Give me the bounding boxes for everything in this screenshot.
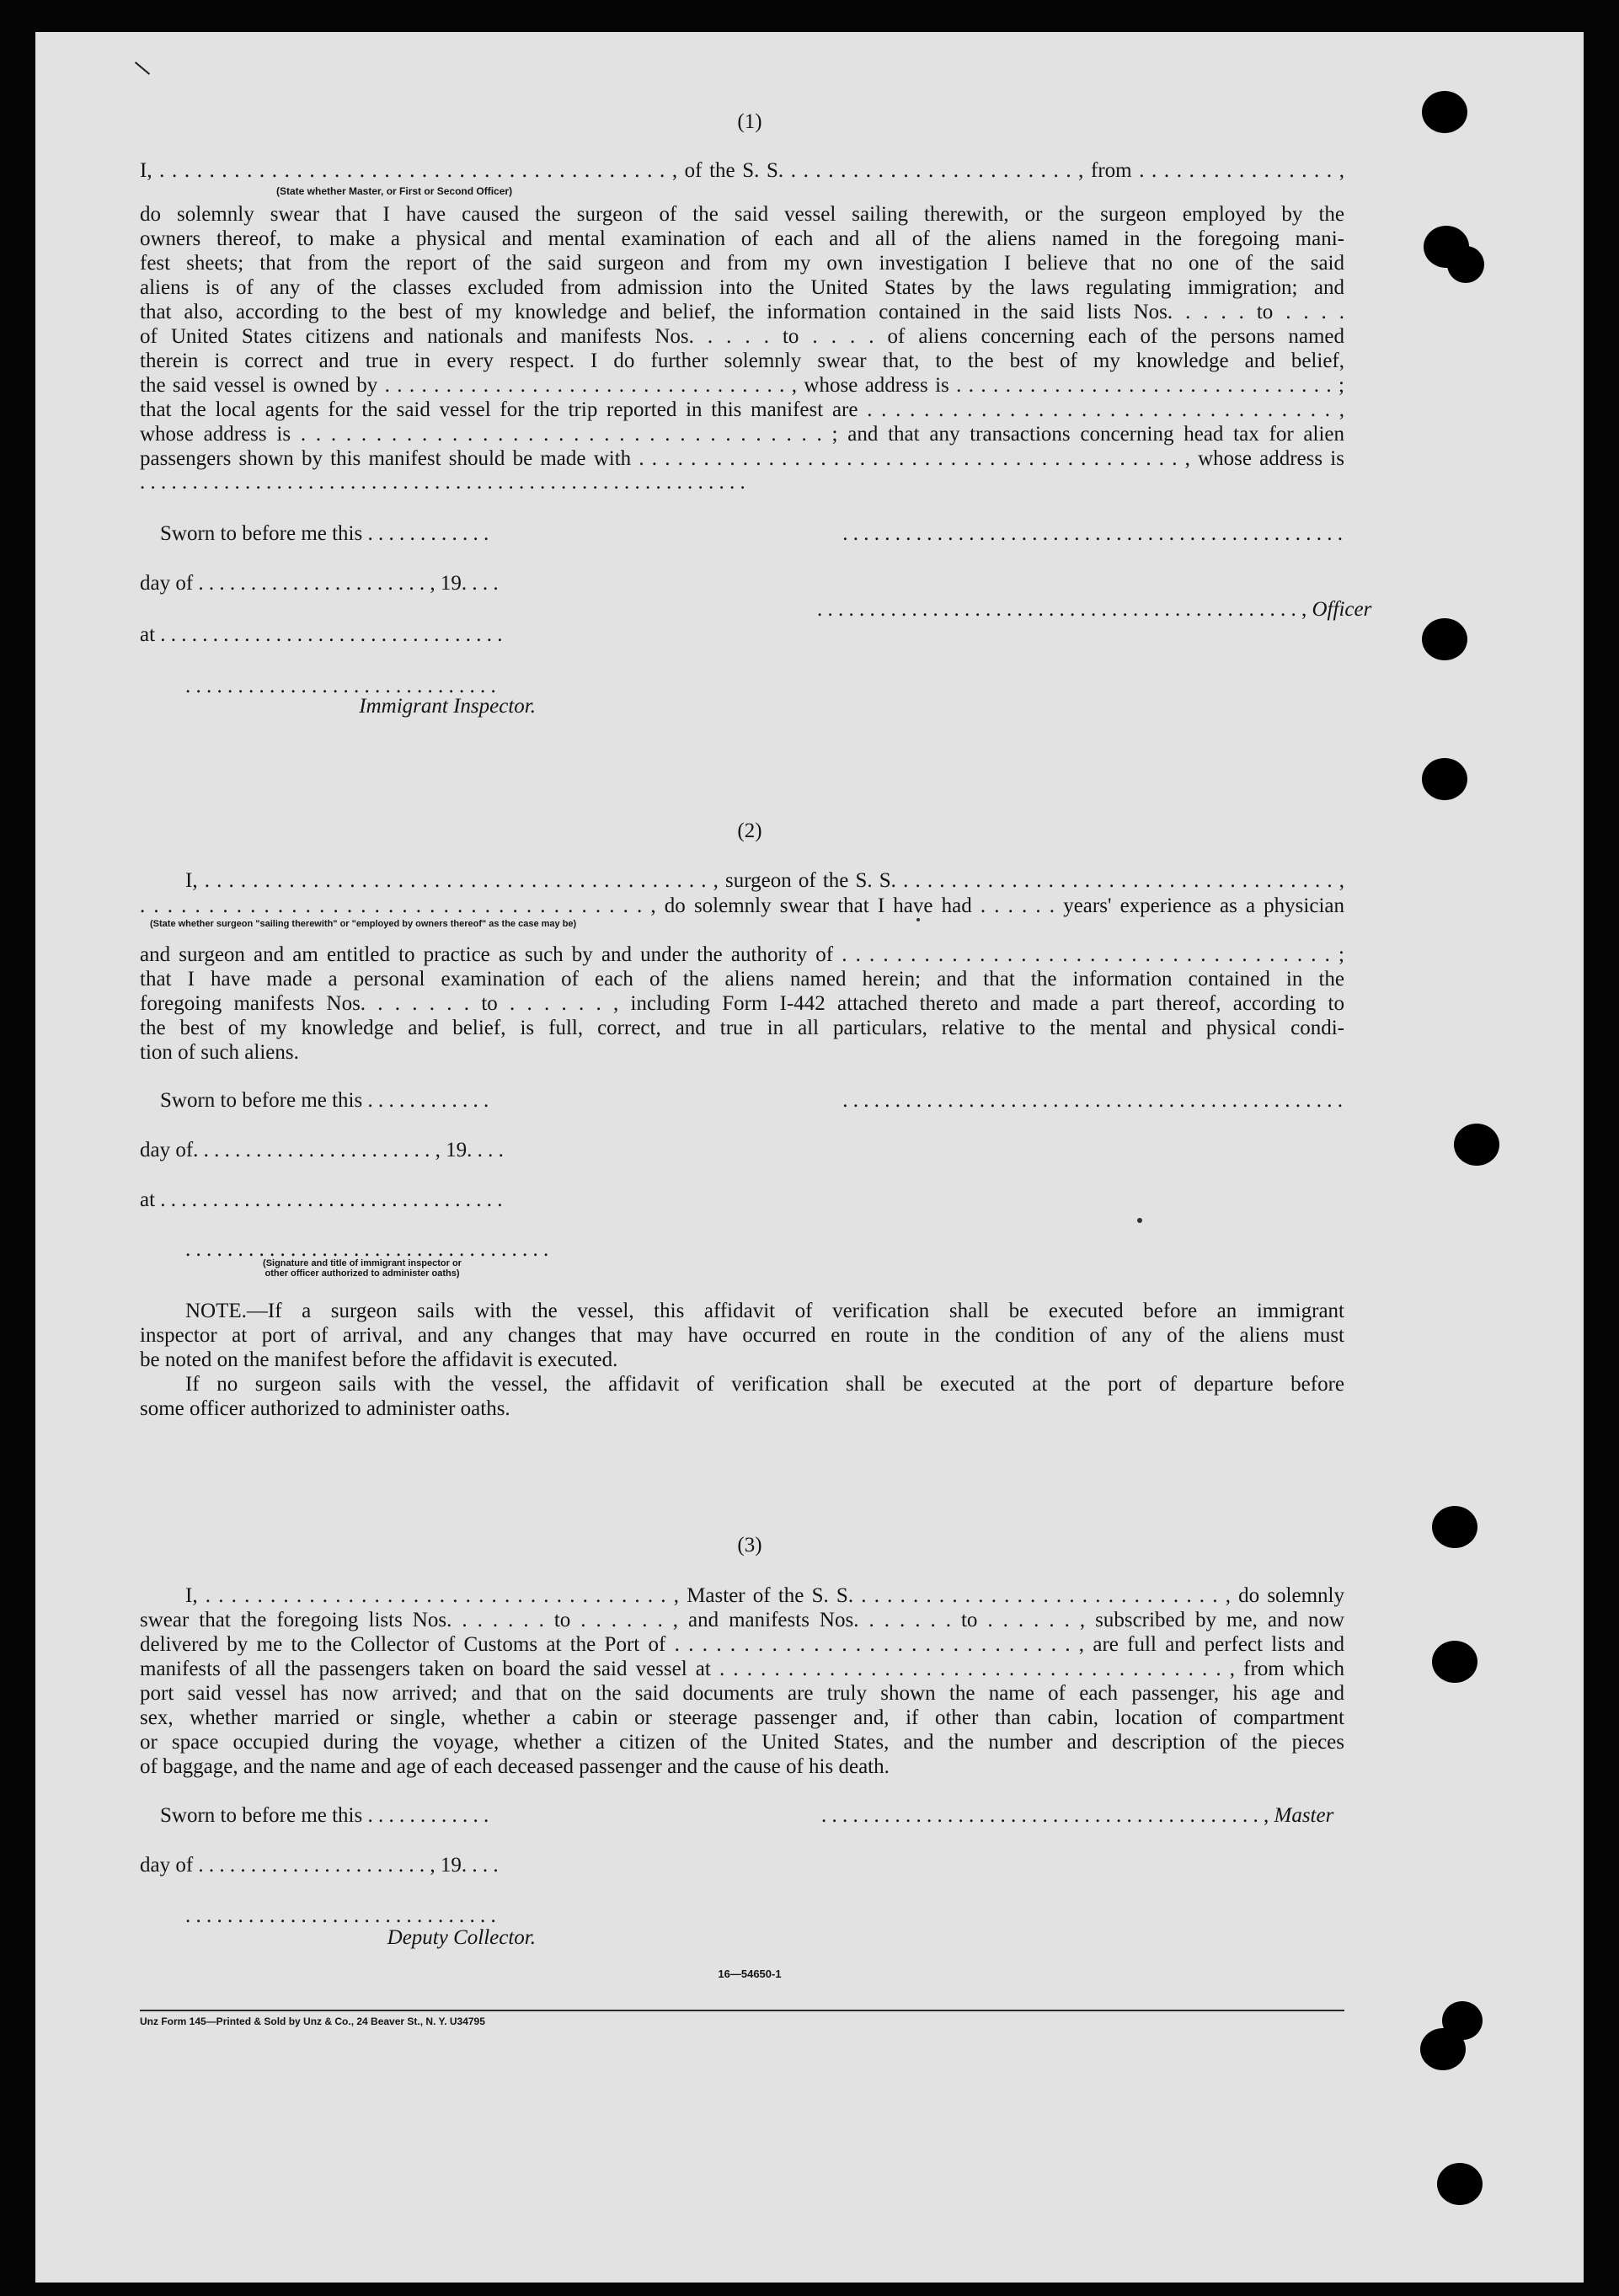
section-2-sworn-line: Sworn to before me this . . . . . . . . . . . . (160, 1089, 489, 1112)
section-2-body-line: tion of such aliens. (140, 1041, 299, 1064)
officer-label: Officer (1312, 598, 1372, 621)
section-3-body-line: manifests of all the passengers taken on board the said vessel at . . . . . . . . . . . . . . . . . . . . . . . . . . . . . . . . . . . . . , from which (140, 1658, 1344, 1680)
note-line: NOTE.—If a surgeon sails with the vessel, this affidavit of verification shall be executed before an immigrant (185, 1300, 1344, 1322)
section-1-body-line: therein is correct and true in every respect. I do further solemnly swear that, to the best of my knowledge and belief, (140, 350, 1344, 372)
section-3-collector-dots: . . . . . . . . . . . . . . . . . . . . . . . . . . . . . . (185, 1904, 496, 1927)
punch-hole (1422, 618, 1467, 660)
punch-hole (1422, 91, 1467, 133)
section-1-inspector-dots: . . . . . . . . . . . . . . . . . . . . . . . . . . . . . . (185, 675, 496, 697)
section-2-day-line: day of. . . . . . . . . . . . . . . . . . . . . . . , 19. . . . (140, 1139, 504, 1161)
section-3-number: (3) (737, 1534, 762, 1556)
section-2-experience-line: . . . . . . . . . . . . . . . . . . . . . . . . . . . . . . . . . . . . . , do solemnly swear that I have had . . . . . . years' experience as a physician (140, 894, 1344, 917)
section-2-signature-line: . . . . . . . . . . . . . . . . . . . . . . . . . . . . . . . . . . . . . . . . . . . . . . . . (842, 1089, 1343, 1112)
section-1-number: (1) (737, 110, 762, 133)
section-2-body-line: that I have made a personal examination of each of the aliens named herein; and that the information contained in the (140, 968, 1344, 990)
section-1-body-line: that the local agents for the said vessel for the trip reported in this manifest are . . . . . . . . . . . . . . . . . . . . . . . . . . . . . . . . . , (140, 398, 1344, 421)
section-1-body-line: aliens is of any of the classes excluded from admission into the United States by the laws regulating immigration; and (140, 276, 1344, 299)
master-label: Master (1274, 1804, 1334, 1827)
officer-dots: . . . . . . . . . . . . . . . . . . . . . . . . . . . . . . . . . . . . . . . . . . . . . . , (817, 598, 1307, 621)
section-3-day-line: day of . . . . . . . . . . . . . . . . . . . . . . , 19. . . . (140, 1854, 499, 1877)
note-line: If no surgeon sails with the vessel, the affidavit of verification shall be executed at the port of departure before (185, 1373, 1344, 1396)
speck (1137, 1218, 1142, 1223)
section-1-sworn-line: Sworn to before me this . . . . . . . . . . . . (160, 522, 489, 545)
form-number: 16—54650-1 (718, 1968, 782, 1980)
punch-hole (1420, 2028, 1466, 2070)
section-1-officer-line (817, 597, 1371, 622)
section-2-body-line: and surgeon and am entitled to practice as such by and under the authority of . . . . . . . . . . . . . . . . . . . . . . . . . . . . . . . . . . . . ; (140, 943, 1344, 966)
section-3-sworn-line: Sworn to before me this . . . . . . . . . . . . (160, 1804, 489, 1827)
section-1-day-line: day of . . . . . . . . . . . . . . . . . . . . . . , 19. . . . (140, 572, 499, 595)
note-line: some officer authorized to administer oaths. (140, 1397, 510, 1420)
note-line: inspector at port of arrival, and any changes that may have occurred en route in the condition of any of the aliens must (140, 1324, 1344, 1347)
section-1-opening-line: I, . . . . . . . . . . . . . . . . . . . . . . . . . . . . . . . . . . . . . . . . . , of the S. S. . . . . . . . . . . . . . . . . . . . . . . . , from . . . . . . . . . . . . . . . . , (140, 159, 1344, 182)
section-2-number: (2) (737, 820, 762, 842)
footer-rule (140, 2010, 1344, 2011)
section-1-body-line: owners thereof, to make a physical and mental examination of each and all of the aliens named in the foregoing mani- (140, 227, 1344, 250)
master-dots: . . . . . . . . . . . . . . . . . . . . . . . . . . . . . . . . . . . . . . . . . . , (821, 1804, 1269, 1827)
section-1-signature-line: . . . . . . . . . . . . . . . . . . . . . . . . . . . . . . . . . . . . . . . . . . . . . . . . (842, 522, 1343, 545)
note-line: be noted on the manifest before the affidavit is executed. (140, 1348, 618, 1371)
section-2-inspector-note-1: (Signature and title of immigrant inspector or (263, 1258, 462, 1268)
section-3-collector-label: Deputy Collector. (387, 1926, 536, 1949)
section-1-body-line: do solemnly swear that I have caused the surgeon of the said vessel sailing therewith, or the surgeon employed by the (140, 203, 1344, 226)
punch-hole (1432, 1506, 1477, 1548)
punch-hole (1432, 1641, 1477, 1683)
section-1-body-line: the said vessel is owned by . . . . . . . . . . . . . . . . . . . . . . . . . . . . . . . . . , whose address is . . . . . . . . . . . . . . . . . . . . . . . . . . . . . . . ; (140, 374, 1344, 397)
footer-imprint: Unz Form 145—Printed & Sold by Unz & Co., 24 Beaver St., N. Y. U34795 (140, 2016, 485, 2027)
section-3-body-line: swear that the foregoing lists Nos. . . . . . . to . . . . . . , and manifests Nos. . . . . . . to . . . . . . , subscribed by me, and now (140, 1609, 1344, 1631)
section-2-body-line: foregoing manifests Nos. . . . . . . to . . . . . . , including Form I-442 attached thereto and made a part thereof, according to (140, 992, 1344, 1015)
section-1-body-line: . . . . . . . . . . . . . . . . . . . . . . . . . . . . . . . . . . . . . . . . . . . . . . . . . . . . . . . . . . (140, 471, 745, 494)
note-head: NOTE. (185, 1300, 247, 1322)
section-3-body-line: I, . . . . . . . . . . . . . . . . . . . . . . . . . . . . . . . . . . . . , Master of the S. S. . . . . . . . . . . . . . . . . . . . . . . . . . . . . , do solemnly (185, 1584, 1344, 1607)
section-3-body-line: of baggage, and the name and age of each deceased passenger and the cause of his death. (140, 1755, 890, 1778)
section-1-body-line: passengers shown by this manifest should be made with . . . . . . . . . . . . . . . . . . . . . . . . . . . . . . . . . . . . . . . . . . , whose address is (140, 447, 1344, 470)
section-2-at-line: at . . . . . . . . . . . . . . . . . . . . . . . . . . . . . . . . . (140, 1188, 503, 1211)
section-2-surgeon-note: (State whether surgeon "sailing therewith" or "employed by owners thereof" as the case may be) (150, 919, 577, 929)
section-1-officer-note: (State whether Master, or First or Second Officer) (276, 185, 513, 197)
punch-hole (1447, 246, 1484, 283)
section-2-inspector-note-2: other officer authorized to administer oaths) (264, 1268, 460, 1279)
speck (916, 918, 920, 921)
section-1-inspector-label: Immigrant Inspector. (359, 695, 536, 718)
section-2-opening-line: I, . . . . . . . . . . . . . . . . . . . . . . . . . . . . . . . . . . . . . . . . . . , surgeon of the S. S. . . . . . . . . . . . . . . . . . . . . . . . . . . . . . . . . . . . . , (185, 869, 1344, 892)
section-3-body-line: delivered by me to the Collector of Customs at the Port of . . . . . . . . . . . . . . . . . . . . . . . . . . . . . , are full and perfect lists and (140, 1633, 1344, 1656)
section-1-body-line: fest sheets; that from the report of the said surgeon and from my own investigation I believe that no one of the said (140, 252, 1344, 275)
section-2-body-line: the best of my knowledge and belief, is full, correct, and true in all particulars, relative to the mental and physical condi- (140, 1017, 1344, 1039)
punch-hole (1454, 1124, 1499, 1166)
section-1-body-line: whose address is . . . . . . . . . . . . . . . . . . . . . . . . . . . . . . . . . . . ; and that any transactions concerning head tax for alien (140, 423, 1344, 446)
section-3-master-line (821, 1803, 1333, 1828)
section-1-at-line: at . . . . . . . . . . . . . . . . . . . . . . . . . . . . . . . . . (140, 623, 503, 646)
section-3-body-line: or space occupied during the voyage, whether a citizen of the United States, and the number and description of the pieces (140, 1731, 1344, 1754)
section-3-body-line: sex, whether married or single, whether a cabin or steerage passenger and, if other than cabin, location of compartment (140, 1706, 1344, 1729)
punch-hole (1422, 758, 1467, 800)
section-1-body-line: of United States citizens and nationals and manifests Nos. . . . . to . . . . of aliens concerning each of the persons named (140, 325, 1344, 348)
punch-hole (1437, 2163, 1483, 2205)
section-2-inspector-dots: . . . . . . . . . . . . . . . . . . . . . . . . . . . . . . . . . . . (185, 1238, 549, 1261)
section-3-body-line: port said vessel has now arrived; and that on the said documents are truly shown the name of each passenger, his age and (140, 1682, 1344, 1705)
section-1-body-line: that also, according to the best of my knowledge and belief, the information contained in the said lists Nos. . . . . to . . . . (140, 301, 1344, 323)
